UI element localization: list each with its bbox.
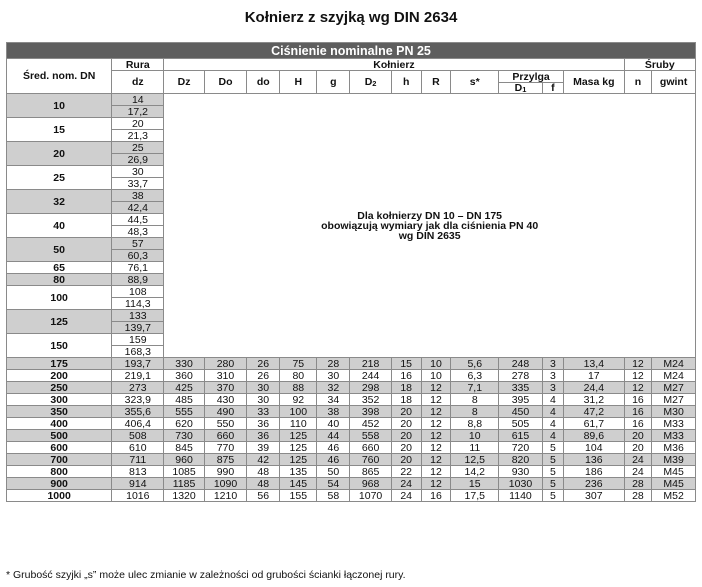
value-cell: 813 [112,466,164,478]
header-n: n [624,71,652,94]
value-cell: 485 [164,394,204,406]
value-cell: 370 [204,382,247,394]
value-cell: 5 [542,466,563,478]
value-cell: 770 [204,442,247,454]
table-row [7,490,696,502]
value-cell: 620 [164,418,204,430]
value-cell: 92 [280,394,317,406]
value-cell: 8 [451,406,499,418]
value-cell: 36 [247,430,280,442]
dn-cell: 10 [7,94,112,118]
value-cell: 10 [421,370,451,382]
value-cell: 17 [564,370,625,382]
dn-cell: 250 [7,382,112,394]
dz-cell: 30 [112,166,164,178]
value-cell: 430 [204,394,247,406]
dn-cell: 900 [7,478,112,490]
value-cell: 720 [499,442,543,454]
value-cell: 310 [204,370,247,382]
note-line: wg DIN 2635 [398,229,461,242]
value-cell: 20 [391,454,421,466]
value-cell: 100 [280,406,317,418]
value-cell: 930 [499,466,543,478]
header-rura: Rura [112,59,164,71]
table-row [7,358,696,370]
dz-cell: 108 [112,286,164,298]
value-cell: 280 [204,358,247,370]
value-cell: 298 [350,382,391,394]
value-cell: 865 [350,466,391,478]
value-cell: 406,4 [112,418,164,430]
value-cell: 3 [542,382,563,394]
header-przylga: Przylga [499,71,564,83]
value-cell: 1030 [499,478,543,490]
value-cell: M45 [652,466,696,478]
value-cell: 16 [421,490,451,502]
value-cell: 40 [317,418,350,430]
value-cell: 452 [350,418,391,430]
value-cell: 7,1 [451,382,499,394]
table-row [7,382,696,394]
value-cell: 5 [542,490,563,502]
value-cell: 505 [499,418,543,430]
value-cell: 12 [624,382,652,394]
value-cell: 34 [317,394,350,406]
header-dn: Śred. nom. DN [7,59,112,94]
value-cell: 38 [317,406,350,418]
value-cell: M30 [652,406,696,418]
value-cell: 450 [499,406,543,418]
value-cell: 18 [391,382,421,394]
value-cell: 425 [164,382,204,394]
dz-cell: 60,3 [112,250,164,262]
dz-cell: 48,3 [112,226,164,238]
value-cell: 20 [624,430,652,442]
value-cell: 5,6 [451,358,499,370]
header-h: h [391,71,421,94]
value-cell: 219,1 [112,370,164,382]
value-cell: 12 [624,370,652,382]
value-cell: 12 [624,358,652,370]
dz-cell: 42,4 [112,202,164,214]
value-cell: 12 [421,478,451,490]
header-f: f [542,83,563,94]
value-cell: 12 [421,466,451,478]
dn-cell: 150 [7,334,112,358]
value-cell: 20 [391,418,421,430]
dn-cell: 1000 [7,490,112,502]
value-cell: 16 [624,406,652,418]
header-H: H [280,71,317,94]
note-line: obowiązują wymiary jak dla ciśnienia PN 40 [321,219,539,232]
dn-cell: 15 [7,118,112,142]
value-cell: 15 [451,478,499,490]
value-cell: 236 [564,478,625,490]
table-row [7,418,696,430]
value-cell: 508 [112,430,164,442]
value-cell: 18 [391,394,421,406]
value-cell: 30 [317,370,350,382]
dz-cell: 33,7 [112,178,164,190]
value-cell: 16 [391,370,421,382]
table-row [7,406,696,418]
table-row [7,370,696,382]
value-cell: 26 [247,370,280,382]
note-line: Dla kołnierzy DN 10 – DN 175 [357,209,503,222]
value-cell: 145 [280,478,317,490]
value-cell: 125 [280,430,317,442]
header-R: R [421,71,451,94]
value-cell: 660 [204,430,247,442]
value-cell: 16 [624,418,652,430]
value-cell: 28 [317,358,350,370]
value-cell: 845 [164,442,204,454]
value-cell: 730 [164,430,204,442]
dz-cell: 88,9 [112,274,164,286]
value-cell: M39 [652,454,696,466]
value-cell: 615 [499,430,543,442]
value-cell: 89,6 [564,430,625,442]
dz-cell: 14 [112,94,164,106]
dn-cell: 65 [7,262,112,274]
dn-cell: 175 [7,358,112,370]
header-g: g [317,71,350,94]
value-cell: M24 [652,358,696,370]
dz-cell: 25 [112,142,164,154]
dn-cell: 350 [7,406,112,418]
dz-cell: 159 [112,334,164,346]
dz-cell: 168,3 [112,346,164,358]
header-Do: Do [204,71,247,94]
value-cell: 12 [421,418,451,430]
value-cell: 28 [624,478,652,490]
value-cell: 914 [112,478,164,490]
value-cell: 3 [542,358,563,370]
value-cell: 10 [421,358,451,370]
dn-cell: 300 [7,394,112,406]
dn-cell: 800 [7,466,112,478]
value-cell: 278 [499,370,543,382]
dz-cell: 20 [112,118,164,130]
table-row [7,430,696,442]
value-cell: 1320 [164,490,204,502]
table-row [7,394,696,406]
dz-cell: 17,2 [112,106,164,118]
header-D2: $D_2$ [350,71,391,94]
value-cell: 56 [247,490,280,502]
dn-cell: 600 [7,442,112,454]
dn-cell: 500 [7,430,112,442]
value-cell: 24 [624,466,652,478]
value-cell: 54 [317,478,350,490]
value-cell: 307 [564,490,625,502]
value-cell: 5 [542,442,563,454]
value-cell: M36 [652,442,696,454]
value-cell: 48 [247,478,280,490]
dn-cell: 40 [7,214,112,238]
value-cell: 13,4 [564,358,625,370]
value-cell: 28 [624,490,652,502]
value-cell: 1016 [112,490,164,502]
value-cell: M33 [652,430,696,442]
value-cell: 11 [451,442,499,454]
header-gwint: gwint [652,71,696,94]
value-cell: 360 [164,370,204,382]
value-cell: 248 [499,358,543,370]
header-sruby: Śruby [624,59,695,71]
footnote: * Grubość szyjki „s” może ulec zmianie w zależności od grubości ścianki łączonej rury. [6,569,406,581]
value-cell: 6,3 [451,370,499,382]
value-cell: 4 [542,406,563,418]
header-masa: Masa kg [564,71,625,94]
value-cell: 1140 [499,490,543,502]
value-cell: 104 [564,442,625,454]
value-cell: 80 [280,370,317,382]
value-cell: 42 [247,454,280,466]
dz-cell: 26,9 [112,154,164,166]
table-row [7,442,696,454]
value-cell: 610 [112,442,164,454]
value-cell: M52 [652,490,696,502]
value-cell: 330 [164,358,204,370]
value-cell: 39 [247,442,280,454]
value-cell: 24 [391,490,421,502]
value-cell: 186 [564,466,625,478]
dz-cell: 114,3 [112,298,164,310]
header-s: s* [451,71,499,94]
value-cell: 26 [247,358,280,370]
value-cell: 44 [317,430,350,442]
dn-cell: 80 [7,274,112,286]
value-cell: M27 [652,382,696,394]
table-row [7,454,696,466]
value-cell: 490 [204,406,247,418]
value-cell: 550 [204,418,247,430]
value-cell: 36 [247,418,280,430]
value-cell: 30 [247,394,280,406]
dn-cell: 20 [7,142,112,166]
value-cell: 47,2 [564,406,625,418]
value-cell: 990 [204,466,247,478]
page-title: Kołnierz z szyjką wg DIN 2634 [244,9,458,26]
value-cell: 88 [280,382,317,394]
value-cell: 760 [350,454,391,466]
header-dz: dz [112,71,164,94]
value-cell: 48 [247,466,280,478]
pn40-note [164,94,696,358]
value-cell: 8 [451,394,499,406]
value-cell: 273 [112,382,164,394]
value-cell: 4 [542,418,563,430]
value-cell: 558 [350,430,391,442]
value-cell: 30 [247,382,280,394]
dz-cell: 133 [112,310,164,322]
value-cell: 3 [542,370,563,382]
dz-cell: 44,5 [112,214,164,226]
value-cell: 20 [391,406,421,418]
dn-cell: 50 [7,238,112,262]
value-cell: 820 [499,454,543,466]
value-cell: 135 [280,466,317,478]
value-cell: 555 [164,406,204,418]
value-cell: 125 [280,442,317,454]
value-cell: 24,4 [564,382,625,394]
value-cell: 24 [391,478,421,490]
value-cell: 32 [317,382,350,394]
value-cell: M45 [652,478,696,490]
value-cell: 711 [112,454,164,466]
header-D1: $D_1$ [499,83,543,94]
value-cell: 395 [499,394,543,406]
value-cell: 50 [317,466,350,478]
table-row [7,466,696,478]
value-cell: 355,6 [112,406,164,418]
value-cell: 20 [391,442,421,454]
value-cell: 16 [624,394,652,406]
value-cell: 24 [624,454,652,466]
header-kolnierz: Kołnierz [164,59,624,71]
value-cell: 58 [317,490,350,502]
value-cell: M24 [652,370,696,382]
value-cell: 193,7 [112,358,164,370]
value-cell: 4 [542,394,563,406]
value-cell: 22 [391,466,421,478]
value-cell: 5 [542,478,563,490]
value-cell: 14,2 [451,466,499,478]
value-cell: 323,9 [112,394,164,406]
pressure-band: Ciśnienie nominalne PN 25 [7,43,696,59]
value-cell: 4 [542,430,563,442]
dn-cell: 200 [7,370,112,382]
value-cell: 17,5 [451,490,499,502]
value-cell: 12 [421,382,451,394]
value-cell: 20 [624,442,652,454]
value-cell: M27 [652,394,696,406]
value-cell: 33 [247,406,280,418]
value-cell: 960 [164,454,204,466]
value-cell: 1090 [204,478,247,490]
dn-cell: 25 [7,166,112,190]
value-cell: 218 [350,358,391,370]
value-cell: 1210 [204,490,247,502]
value-cell: 10 [451,430,499,442]
value-cell: 31,2 [564,394,625,406]
value-cell: 1185 [164,478,204,490]
value-cell: 244 [350,370,391,382]
dz-cell: 139,7 [112,322,164,334]
dn-cell: 32 [7,190,112,214]
value-cell: 12 [421,406,451,418]
value-cell: 12 [421,394,451,406]
header-Dz: Dz [164,71,204,94]
value-cell: 968 [350,478,391,490]
table-row [7,94,696,106]
flange-table [6,42,696,502]
value-cell: 155 [280,490,317,502]
value-cell: 352 [350,394,391,406]
value-cell: 335 [499,382,543,394]
value-cell: 75 [280,358,317,370]
value-cell: 136 [564,454,625,466]
dn-cell: 400 [7,418,112,430]
dz-cell: 57 [112,238,164,250]
dn-cell: 700 [7,454,112,466]
value-cell: 398 [350,406,391,418]
value-cell: 12 [421,430,451,442]
dz-cell: 21,3 [112,130,164,142]
value-cell: 1085 [164,466,204,478]
table-row [7,478,696,490]
value-cell: M33 [652,418,696,430]
header-do: do [247,71,280,94]
dn-cell: 100 [7,286,112,310]
value-cell: 12 [421,454,451,466]
value-cell: 46 [317,442,350,454]
dz-cell: 76,1 [112,262,164,274]
value-cell: 1070 [350,490,391,502]
value-cell: 110 [280,418,317,430]
value-cell: 875 [204,454,247,466]
dz-cell: 38 [112,190,164,202]
value-cell: 12,5 [451,454,499,466]
value-cell: 125 [280,454,317,466]
value-cell: 8,8 [451,418,499,430]
value-cell: 20 [391,430,421,442]
value-cell: 61,7 [564,418,625,430]
value-cell: 660 [350,442,391,454]
value-cell: 5 [542,454,563,466]
value-cell: 15 [391,358,421,370]
value-cell: 46 [317,454,350,466]
value-cell: 12 [421,442,451,454]
dn-cell: 125 [7,310,112,334]
